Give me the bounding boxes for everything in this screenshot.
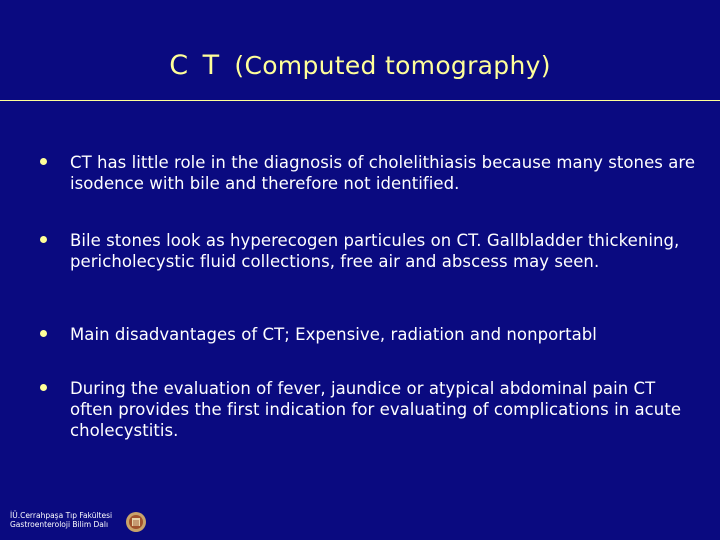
bullet-dot-icon: [40, 384, 47, 391]
bullet-item: [38, 378, 698, 441]
slide-title: [0, 50, 720, 81]
bullet-text: CT has little role in the diagnosis of cholelithiasis because many stones are isodence with bile and therefore not identified.: [70, 153, 696, 193]
footer-line-1: İÜ.Cerrahpaşa Tıp Fakültesi: [10, 511, 113, 520]
title-prefix: C T: [169, 50, 223, 81]
bullet-dot-icon: [40, 330, 47, 337]
title-divider: [0, 100, 720, 101]
bullet-item: [38, 230, 698, 272]
faculty-seal-icon: [125, 511, 147, 533]
footer-line-2: Gastroenteroloji Bilim Dalı: [10, 520, 109, 529]
bullet-text: Bile stones look as hyperecogen particules on CT. Gallbladder thickening, pericholecystic fluid collections, free air and abscess may seen.: [70, 231, 680, 271]
bullet-item: [38, 152, 698, 194]
title-rest: (Computed tomography): [234, 51, 551, 80]
bullet-dot-icon: [40, 158, 47, 165]
bullet-item: [38, 324, 698, 345]
bullet-dot-icon: [40, 236, 47, 243]
bullet-text: During the evaluation of fever, jaundice or atypical abdominal pain CT often provides the first indication for evaluating of complications in acute cholecystitis.: [70, 379, 682, 440]
bullet-text: Main disadvantages of CT; Expensive, radiation and nonportabl: [70, 325, 597, 344]
footer-institution: [10, 511, 112, 529]
